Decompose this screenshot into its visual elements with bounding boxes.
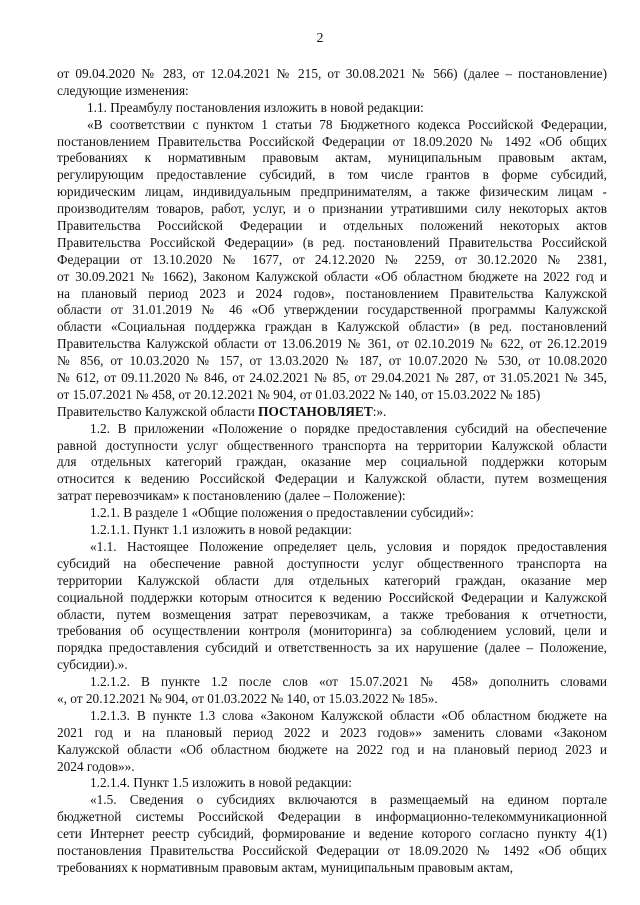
text-line: «1.5. Сведения о субсидиях включаются в размещаемый на едином портале: [90, 792, 607, 808]
text-line: 1.2. В приложении «Положение о порядке предоставления субсидий на обеспечение: [90, 420, 607, 436]
text-line: производителям товаров, работ, услуг, и о признании утратившими силу некоторых актов: [57, 201, 607, 217]
paragraph: [57, 66, 607, 100]
text-line: Правительства Российской Федерации и отдельных положений некоторых актов: [57, 218, 607, 234]
paragraph: [57, 792, 607, 876]
text-line: порядка предоставления субсидий и ответственность за их нарушение (далее – Положение,: [57, 640, 607, 656]
text-line: регулирующим предоставление субсидий, в том числе грантов в форме субсидий,: [57, 167, 607, 183]
text-line: 2021 год и на плановый период 2022 и 2023 годов»» заменить словами «Законом: [57, 724, 607, 740]
text-line: субсидий на обеспечение равной доступности услуг общественного транспорта на: [57, 555, 607, 571]
text-line: № 612, от 09.11.2020 № 846, от 24.02.2021 № 85, от 29.04.2021 № 287, от 31.05.2021 № 345,: [57, 370, 607, 386]
page-number: 2: [316, 31, 324, 46]
paragraph: [57, 404, 607, 421]
text-line: Правительство Калужской области ПОСТАНОВЛЯЕТ:».: [57, 403, 387, 419]
text-line: следующие изменения:: [57, 82, 189, 98]
text-line: субсидии).».: [57, 657, 128, 673]
text-line: «1.1. Настоящее Положение определяет цель, условия и порядок предоставления: [90, 538, 607, 554]
text-line: 1.2.1.2. В пункте 1.2 после слов «от 15.07.2021 № 458» дополнить словами: [90, 674, 607, 690]
text-line: 2024 годов»».: [57, 758, 135, 774]
paragraph: [57, 708, 607, 776]
decree-keyword: ПОСТАНОВЛЯЕТ: [258, 403, 373, 419]
document-body: [57, 66, 607, 877]
paragraph: [57, 117, 607, 404]
text-line: 1.2.1.3. В пункте 1.3 слова «Законом Калужской области «Об областном бюджете на: [90, 707, 607, 723]
text-line: № 856, от 10.03.2020 № 157, от 13.03.2020 № 187, от 10.07.2020 № 530, от 10.08.2020: [57, 353, 607, 369]
text-line: 1.2.1.4. Пункт 1.5 изложить в новой редакции:: [90, 775, 352, 791]
text-line: затрат перевозчикам» к постановлению (далее – Положение):: [57, 488, 406, 504]
text-line: территории Калужской области для отдельных категорий граждан, оказание мер: [57, 572, 607, 588]
text-line: бюджетной системы Российской Федерации в информационно-телекоммуникационной: [57, 809, 607, 825]
text-line: 1.2.1. В разделе 1 «Общие положения о предоставлении субсидий»:: [90, 505, 474, 521]
text-line: Правительства Калужской области от 13.06.2019 № 361, от 02.10.2019 № 622, от 26.12.2019: [57, 336, 607, 352]
paragraph: [57, 505, 607, 522]
paragraph: [57, 100, 607, 117]
text-line: сети Интернет реестр субсидий, формирование и ведение которого согласно пункту 4(1): [57, 826, 607, 842]
text-line: социальной поддержки которым относится к ведению Российской Федерации и Калужской: [57, 589, 607, 605]
text-line: от 30.09.2021 № 1662), Законом Калужской области «Об областном бюджете на 2022 год и: [57, 268, 607, 284]
paragraph: [57, 522, 607, 539]
text-line: «, от 20.12.2021 № 904, от 01.03.2022 № 140, от 15.03.2022 № 185».: [57, 690, 438, 706]
paragraph: [57, 674, 607, 708]
text-line: 1.2.1.1. Пункт 1.1 изложить в новой редакции:: [90, 522, 352, 538]
text-line: «В соответствии с пунктом 1 статьи 78 Бюджетного кодекса Российской Федерации,: [87, 116, 607, 132]
text-line: постановлением Правительства Российской Федерации от 18.09.2020 № 1492 «Об общих: [57, 133, 607, 149]
text-line: на плановый период 2023 и 2024 годов», постановлением Правительства Калужской: [57, 285, 607, 301]
text-line: области от 31.01.2019 № 46 «Об утверждении государственной программы Калужской: [57, 302, 607, 318]
text-line: 1.1. Преамбулу постановления изложить в новой редакции:: [87, 99, 424, 115]
text-line: области, путем возмещения затрат перевозчикам, а также требования к отчетности,: [57, 606, 607, 622]
text-line: Правительства Российской Федерации» (в ред. постановлений Правительства Российской: [57, 234, 607, 250]
text-line: требованиях к нормативным правовым актам, муниципальным правовым актам,: [57, 150, 607, 166]
text-line: от 09.04.2020 № 283, от 12.04.2021 № 215, от 30.08.2021 № 566) (далее – постановление): [57, 66, 607, 81]
decree-punctuation: :».: [372, 403, 387, 419]
text-line: юридическим лицам, индивидуальным предпринимателям, а также физическим лицам -: [57, 184, 607, 200]
text-line: относится к ведению Российской Федерации и Калужской области, путем возмещения: [57, 471, 607, 487]
text-line: от 15.07.2021 № 458, от 20.12.2021 № 904, от 01.03.2022 № 140, от 15.03.2022 № 185): [57, 386, 541, 402]
text-line: для отдельных категорий граждан, оказание мер социальной поддержки которым: [57, 454, 607, 470]
paragraph: [57, 775, 607, 792]
text-line: Калужской области «Об областном бюджете на 2022 год и на плановый период 2023 и: [57, 741, 607, 757]
text-line: области «Социальная поддержка граждан в Калужской области» (в ред. постановлений: [57, 319, 607, 335]
text-line: равной доступности услуг общественного транспорта на территории Калужской области: [57, 437, 607, 453]
text-line: постановления Правительства Российской Федерации от 18.09.2020 № 1492 «Об общих: [57, 842, 607, 858]
paragraph: [57, 421, 607, 505]
text-line: требования об осуществлении контроля (мониторинга) за соблюдением условий, цели и: [57, 623, 607, 639]
text-line: Федерации от 13.10.2020 № 1677, от 24.12.2020 № 2259, от 30.12.2020 № 2381,: [57, 251, 607, 267]
text-line: требованиях к нормативным правовым актам, муниципальным правовым актам,: [57, 859, 514, 875]
paragraph: [57, 539, 607, 674]
